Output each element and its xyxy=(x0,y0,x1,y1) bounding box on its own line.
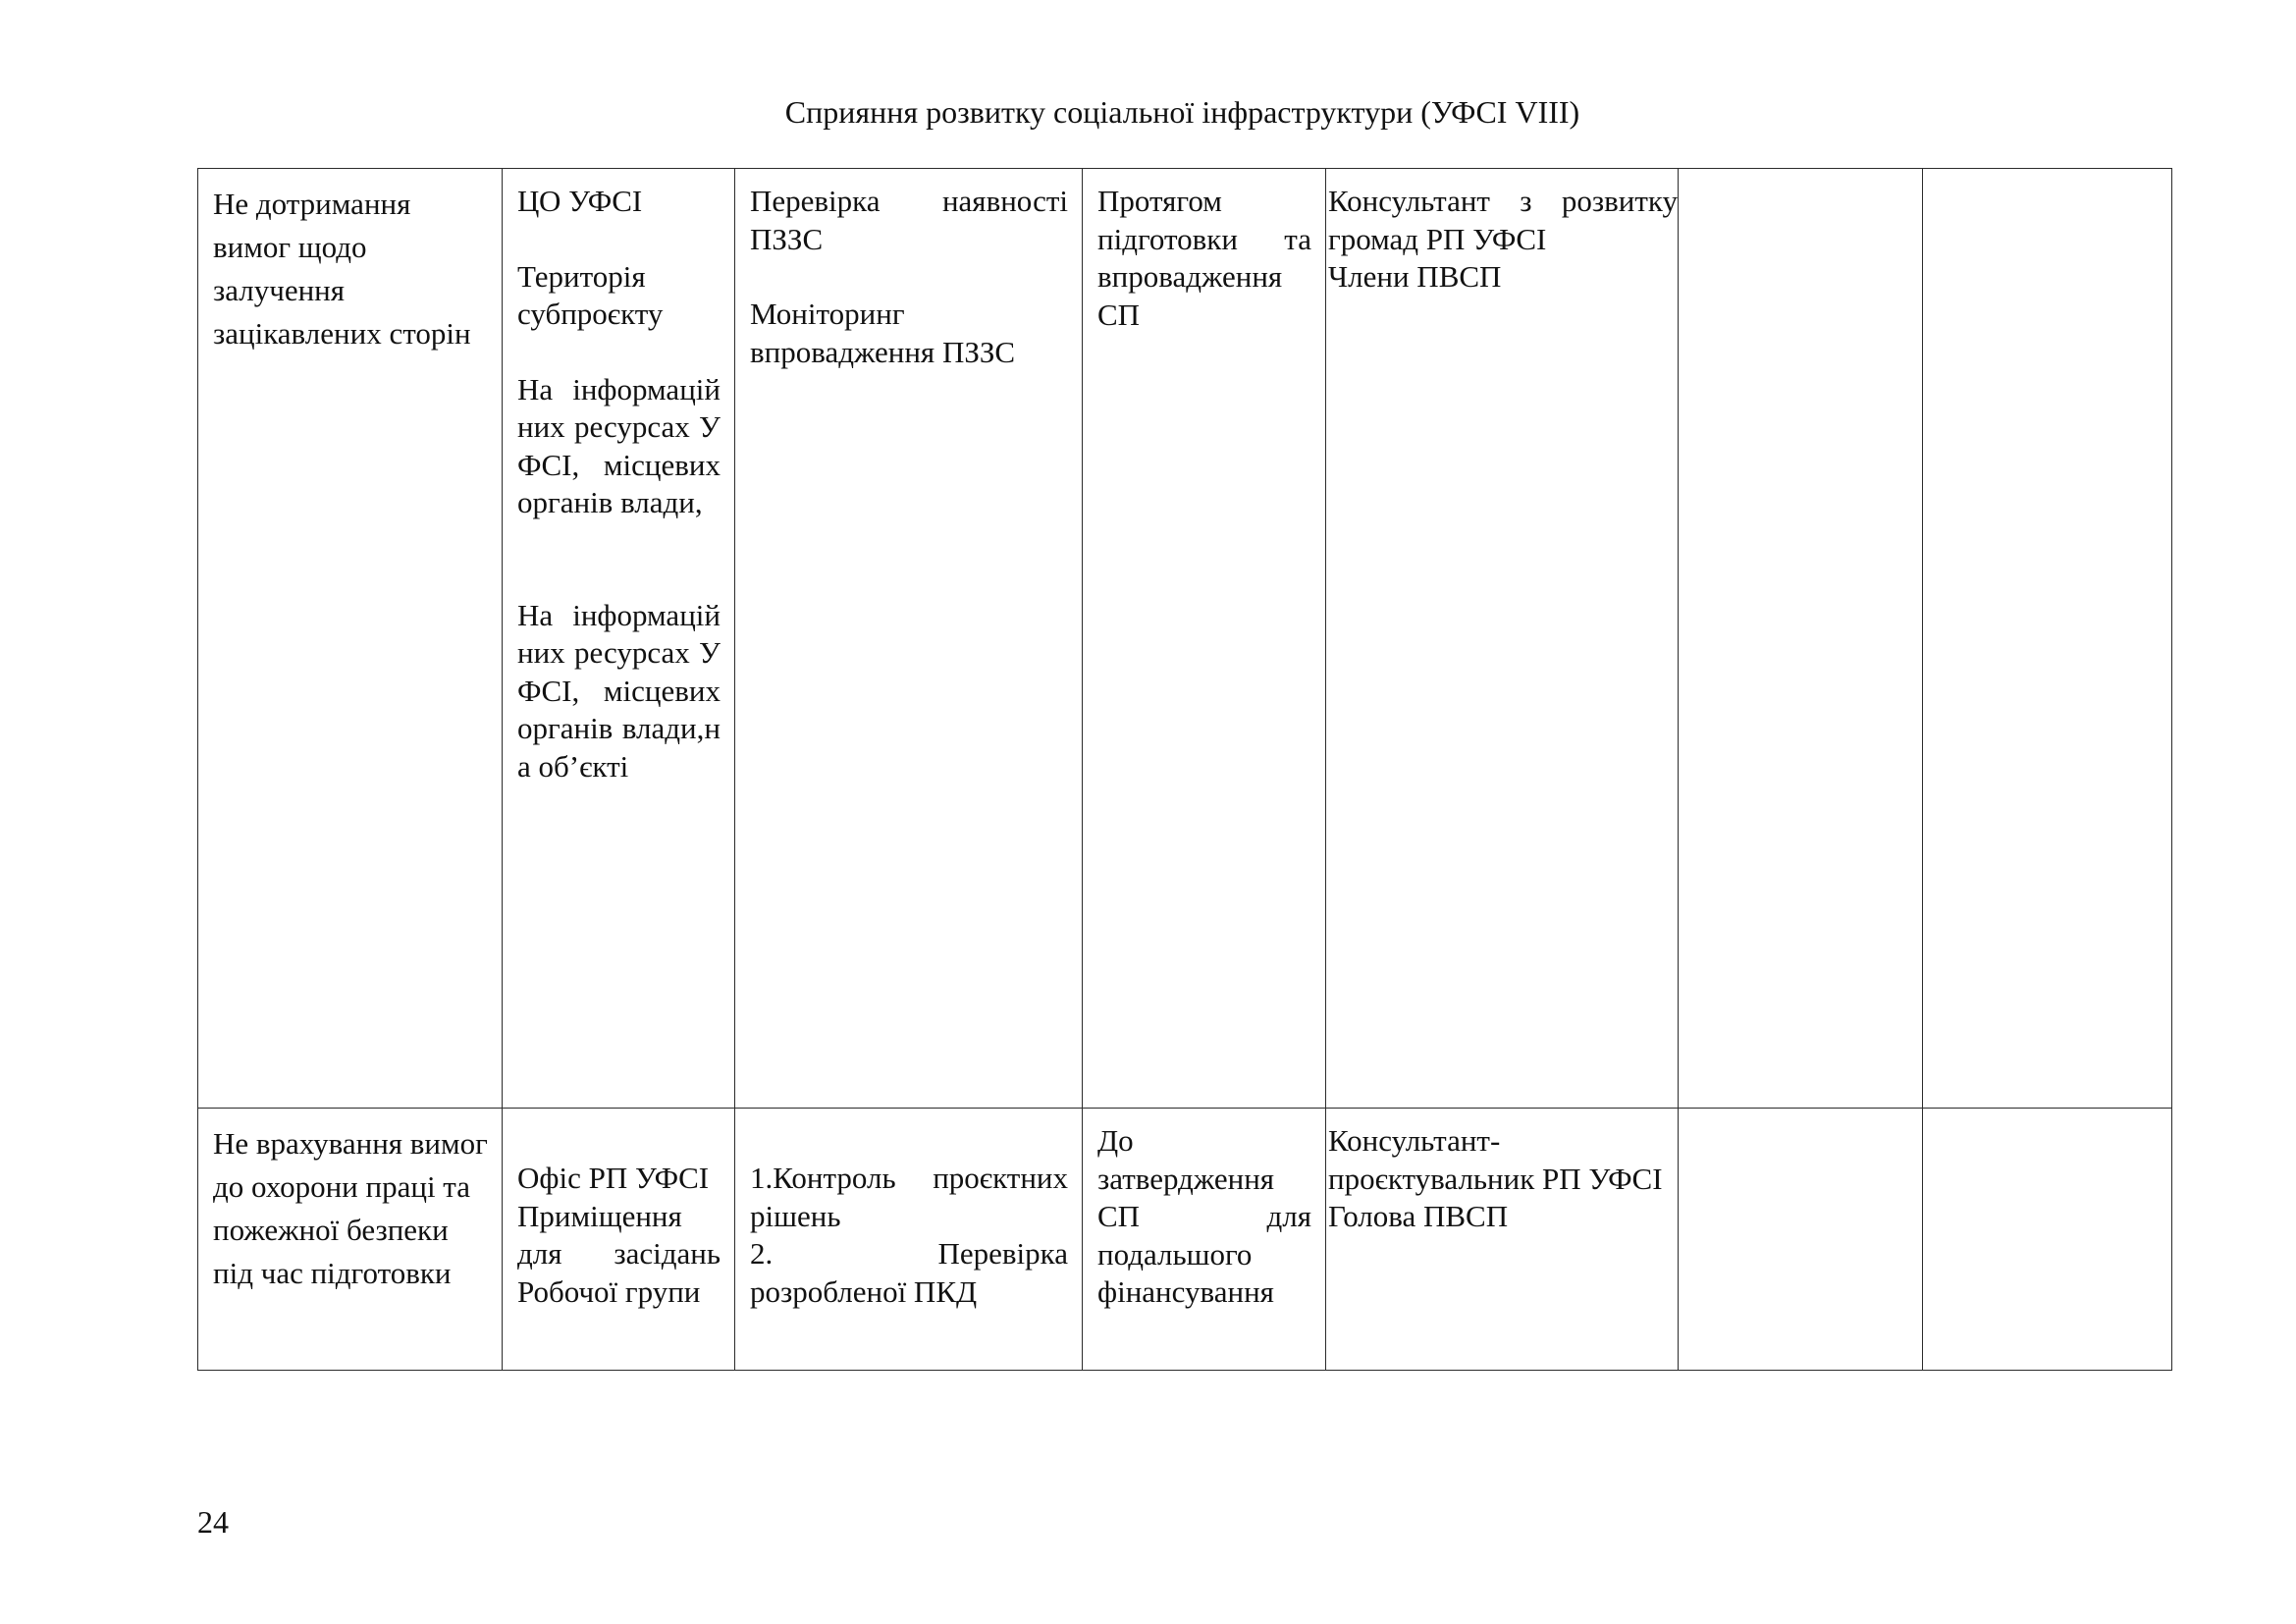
measure-line: 2. Перевірка розробленої ПКД xyxy=(750,1236,1068,1309)
empty-cell xyxy=(1923,169,2172,1109)
section-title: Сприяння розвитку соціальної інфраструктури (УФСІ VIII) xyxy=(784,94,1580,130)
page-number: 24 xyxy=(197,1504,229,1540)
location-cell xyxy=(503,169,735,1109)
measures-cell xyxy=(735,1109,1083,1371)
measures-cell xyxy=(735,169,1083,1109)
location-cell xyxy=(503,1109,735,1371)
empty-cell xyxy=(1679,1109,1923,1371)
location-line: На інформаційних ресурсах УФСІ, місцевих органів влади,на об’єкті xyxy=(517,597,721,784)
risk-text: Не дотримання вимог щодо залучення зацікавлених сторін xyxy=(213,187,471,351)
responsible-line: Голова ПВСП xyxy=(1328,1199,1509,1233)
empty-cell xyxy=(1679,169,1923,1109)
responsible-cell xyxy=(1326,1109,1679,1371)
location-line: Офіс РП УФСІ xyxy=(517,1161,710,1195)
risk-table xyxy=(197,168,2172,1371)
responsible-cell xyxy=(1326,169,1679,1109)
risk-cell xyxy=(198,169,503,1109)
location-line: На інформаційних ресурсах УФСІ, місцевих органів влади, xyxy=(517,371,721,519)
timing-text: Протягом підготовки та впровадження СП xyxy=(1097,184,1311,332)
location-line: ЦО УФСІ xyxy=(517,184,643,218)
responsible-line: Консультант-проєктувальник РП УФСІ xyxy=(1328,1123,1663,1196)
timing-cell xyxy=(1083,1109,1326,1371)
empty-cell xyxy=(1923,1109,2172,1371)
measure-line: 1.Контроль проєктних рішень xyxy=(750,1161,1068,1233)
table-row xyxy=(198,1109,2172,1371)
risk-cell xyxy=(198,1109,503,1371)
location-line: Територія субпроєкту xyxy=(517,258,664,331)
risk-text: Не врахування вимог до охорони праці та пожежної безпеки під час підготовки xyxy=(213,1126,488,1290)
timing-cell xyxy=(1083,169,1326,1109)
timing-text: До затвердження СП для подальшого фінансування xyxy=(1097,1123,1311,1309)
measure-line: Моніторинг впровадження ПЗЗС xyxy=(750,297,1016,369)
location-line: Приміщення для засідань Робочої групи xyxy=(517,1198,721,1309)
measure-line: Перевірка наявності ПЗЗС xyxy=(750,184,1068,256)
responsible-line: Члени ПВСП xyxy=(1328,259,1502,294)
table-row xyxy=(198,169,2172,1109)
responsible-line: Консультант з розвитку громад РП УФСІ xyxy=(1328,184,1678,256)
